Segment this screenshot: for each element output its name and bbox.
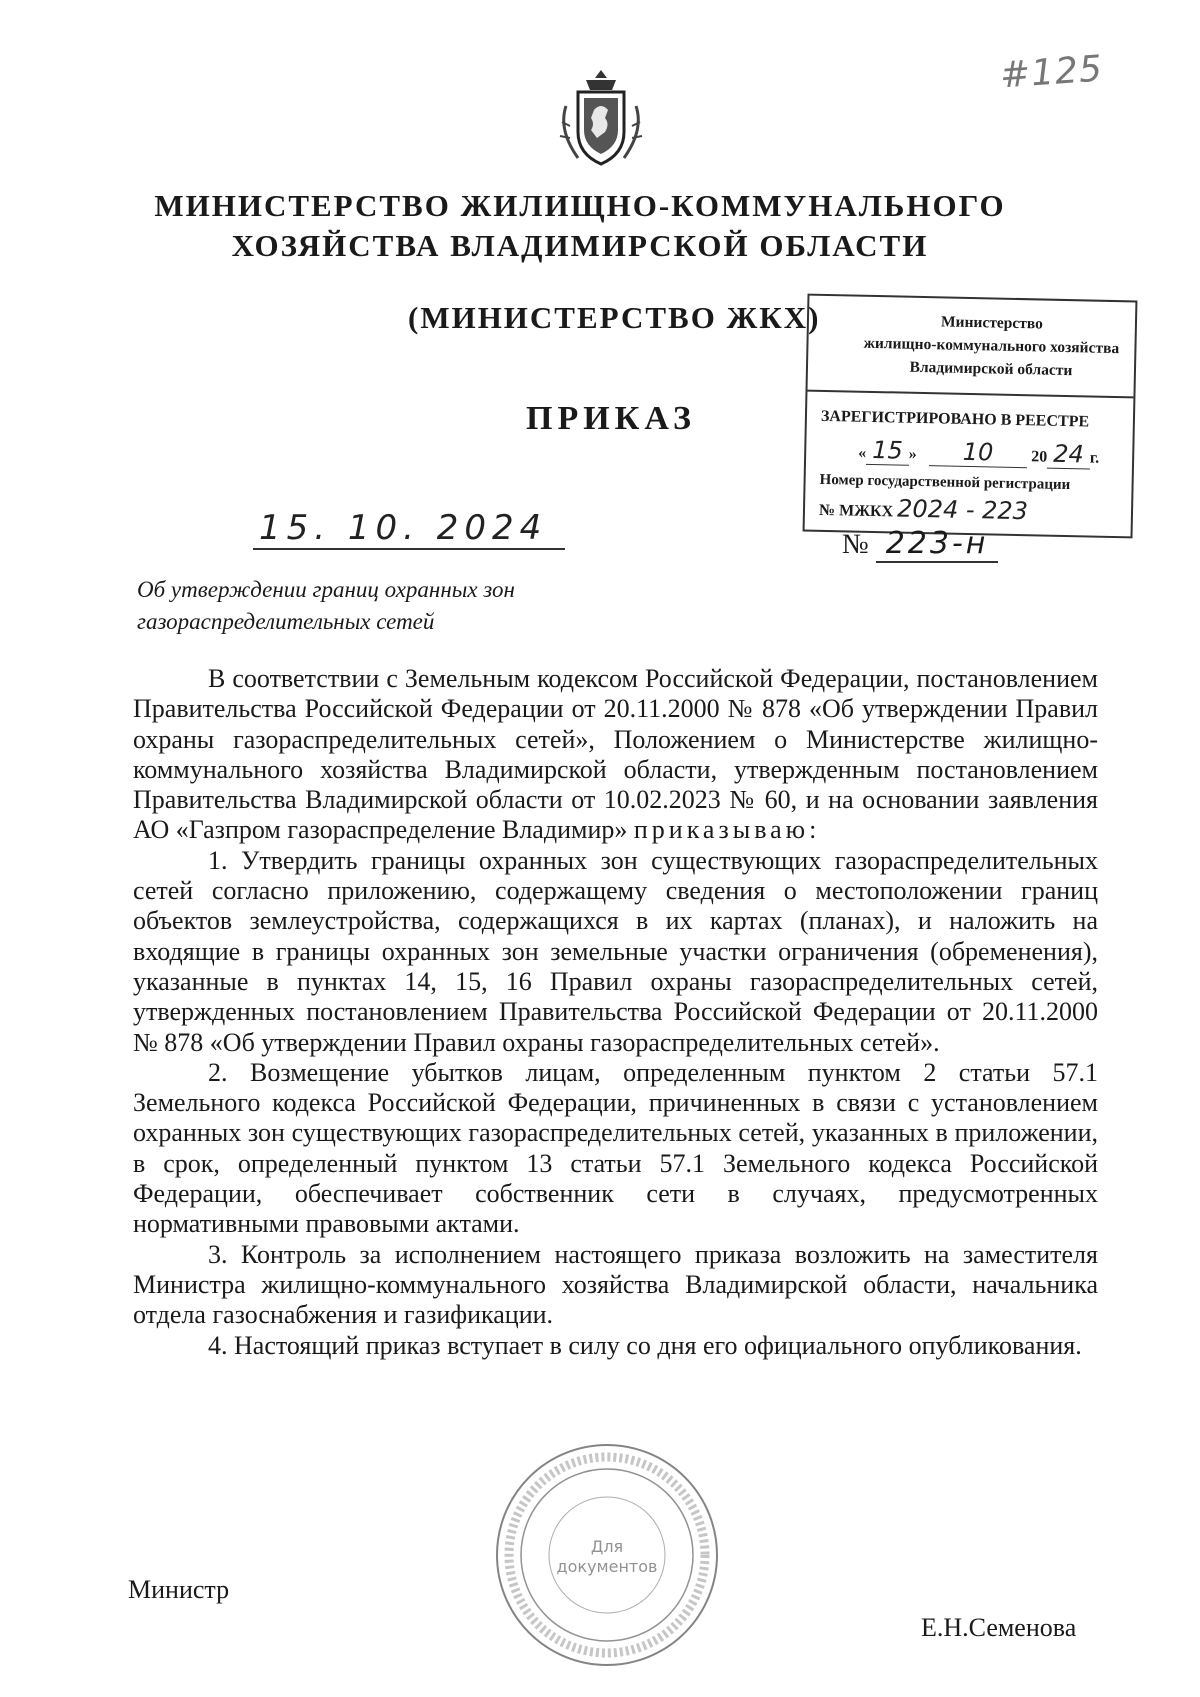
ministry-title-line2: ХОЗЯЙСТВА ВЛАДИМИРСКОЙ ОБЛАСТИ [231,228,929,263]
signatory-title: Министр [128,1575,230,1604]
stamp-year-label: г. [1089,449,1100,467]
order-number-value: 223-н [876,526,999,563]
seal-center-line1: Для [590,1537,624,1556]
item-3: 3. Контроль за исполнением настоящего приказа возложить на заместителя Министра жилищно-коммунального хозяйства Владимирской области, начальника отдела газоснабжения и газификации. [133,1239,1098,1330]
coat-of-arms-icon [556,66,646,176]
stamp-reg-value: 2024 - 223 [896,494,1029,526]
stamp-org-line3: Владимирской области [909,358,1073,380]
stamp-year-suffix: 24 [1047,440,1090,470]
item-2: 2. Возмещение убытков лицам, определенным пунктом 2 статьи 57.1 Земельного кодекса Российской Федерации, причиненных в связи с установлением охранных зон существующих газораспределительных сетей, указанных в приложении, в срок, определенный пунктом 13 статьи 57.1 Земельного кодекса Российской Федерации, обеспечивает собственник сети в случаях, предусмотренных нормативными правовыми актами. [133,1057,1098,1239]
ministry-title [150,186,1010,266]
stamp-org-line2: жилищно-коммунального хозяйства [863,334,1120,358]
document-type: ПРИКАЗ [526,400,696,437]
stamp-month: 10 [928,437,1027,468]
handwritten-mark: #125 [998,48,1105,97]
item-4: 4. Настоящий приказ вступает в силу со дня его официального опубликования. [208,1330,1082,1360]
stamp-registered-label: ЗАРЕГИСТРИРОВАНО В РЕЕСТРЕ [820,407,1090,431]
order-date: 15. 10. 2024 [253,508,565,550]
official-seal [492,1440,722,1670]
stamp-year-prefix: 20 [1031,448,1048,466]
subject-line2: газораспределительных сетей [137,609,435,634]
stamp-reg-prefix: № МЖКХ [818,501,894,521]
stamp-reg-number-label: Номер государственной регистрации [819,471,1071,494]
order-subject [137,574,637,638]
stamp-day: 15 [866,436,909,466]
ministry-title-line1: МИНИСТЕРСТВО ЖИЛИЩНО-КОММУНАЛЬНОГО [154,188,1006,223]
item-1: 1. Утвердить границы охранных зон существующих газораспределительных сетей согласно приложению, содержащему сведения о местоположении границ объектов землеустройства, содержащихся в их картах (планах), и наложить на входящие в границы охранных зон земельные участки ограничения (обременения), указанные в пунктах 14, 15, 16 Правил охраны газораспределительных сетей, утвержденных постановлением Правительства Российской Федерации от 20.11.2000 № 878 «Об утверждении Правил охраны газораспределительных сетей». [133,845,1098,1057]
stamp-organization [807,296,1135,399]
stamp-close-quote: » [908,445,917,463]
registration-stamp [803,294,1138,539]
stamp-registration [805,392,1134,534]
signatory-name: Е.Н.Семенова [921,1613,1077,1642]
stamp-org-line1: Министерство [940,313,1044,333]
subject-line1: Об утверждении границ охранных зон [137,577,515,602]
order-number [842,526,998,561]
preamble-text: В соответствии с Земельным кодексом Российской Федерации, постановлением Правительства Российской Федерации от 20.11.2000 № 878 «Об утверждении Правил охраны газораспределительных сетей», Положением о Министерстве жилищно-коммунального хозяйства Владимирской области, утвержденным постановлением Правительства Владимирской области от 10.02.2023 № 60, и на основании заявления АО «Газпром газораспределение Владимир» [133,664,1098,845]
seal-center-line2: документов [556,1557,658,1576]
ministry-short-name: (МИНИСТЕРСТВО ЖКХ) [408,300,821,335]
preamble-paragraph [133,664,1098,846]
order-word: приказываю: [633,815,821,845]
order-number-label: № [842,529,869,560]
order-body [133,664,1098,1361]
stamp-open-quote: « [858,444,867,462]
